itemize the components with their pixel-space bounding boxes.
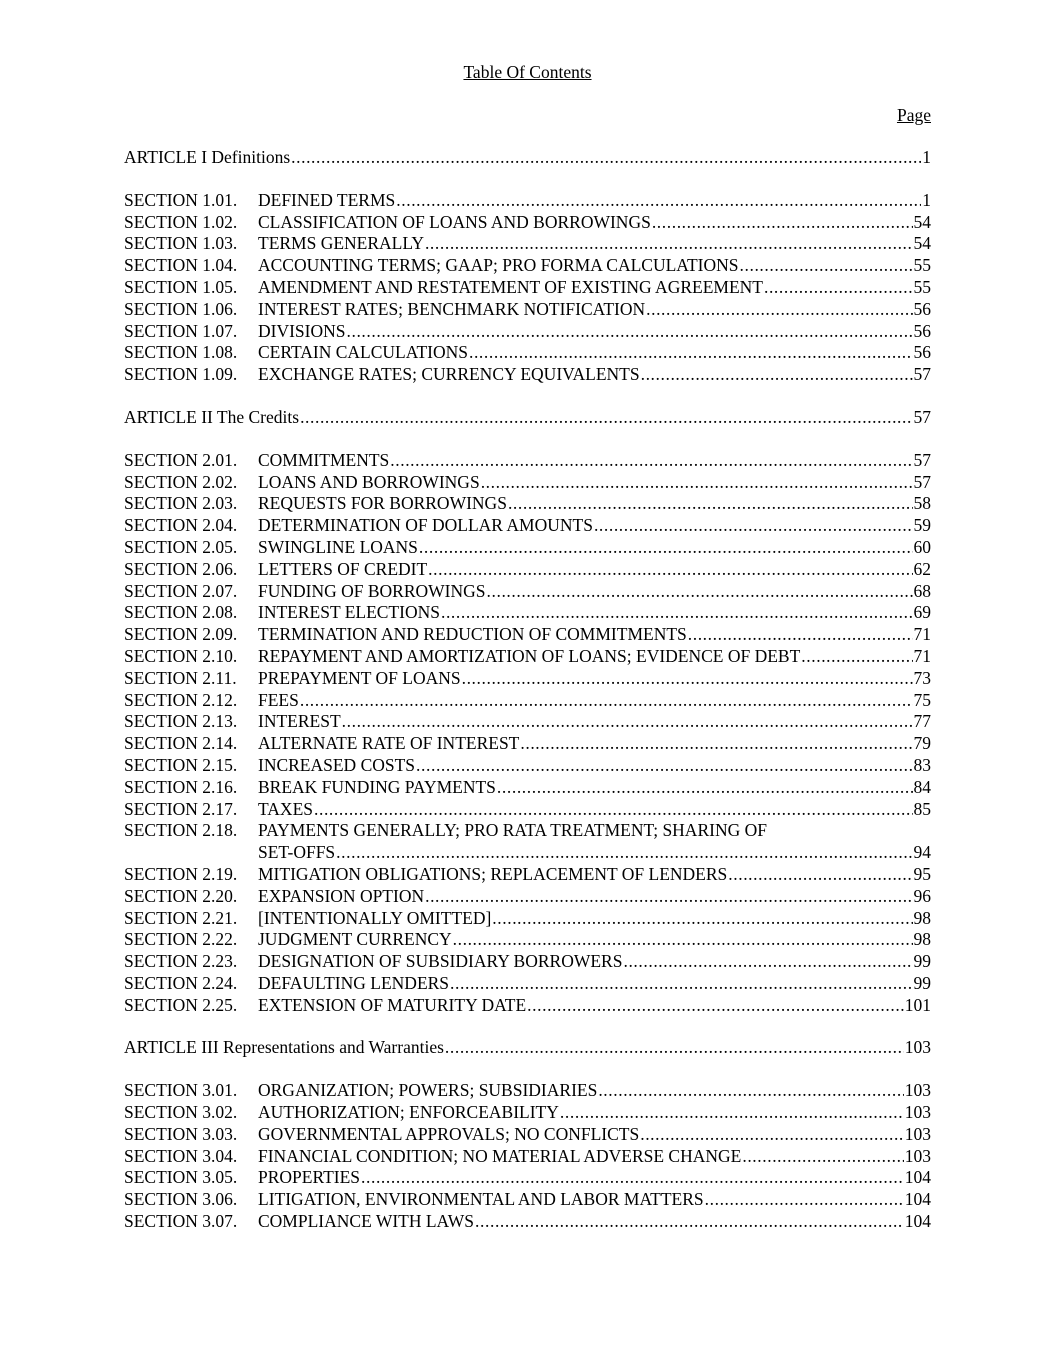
dot-leader	[740, 255, 913, 277]
section-entry[interactable]	[124, 1211, 931, 1233]
page-number: 103	[904, 1123, 931, 1144]
dot-leader	[705, 1189, 904, 1211]
section-entry[interactable]	[124, 450, 931, 472]
dot-leader	[469, 342, 913, 364]
dot-leader	[453, 929, 913, 951]
dot-leader	[396, 190, 921, 212]
section-number: SECTION 1.08.	[124, 342, 238, 363]
dot-leader	[594, 515, 913, 537]
section-number: SECTION 3.03.	[124, 1123, 238, 1144]
section-number: SECTION 3.01.	[124, 1080, 238, 1101]
section-entry[interactable]	[124, 472, 931, 494]
page-number: 56	[913, 298, 931, 319]
section-entry[interactable]	[124, 908, 931, 930]
section-title: AMENDMENT AND RESTATEMENT OF EXISTING AGREEMENT	[258, 276, 763, 297]
dot-leader	[336, 842, 912, 864]
section-entry[interactable]	[124, 212, 931, 234]
dot-leader	[801, 646, 912, 668]
section-entry[interactable]	[124, 190, 931, 212]
page-number: 62	[913, 558, 931, 579]
dot-leader	[640, 1124, 904, 1146]
section-number: SECTION 2.08.	[124, 602, 238, 623]
section-entry[interactable]	[124, 668, 931, 690]
dot-leader	[462, 668, 913, 690]
section-number: SECTION 2.06.	[124, 558, 238, 579]
section-title: DETERMINATION OF DOLLAR AMOUNTS	[258, 515, 593, 536]
section-title: INTEREST	[258, 711, 341, 732]
section-number: SECTION 2.05.	[124, 536, 238, 557]
dot-leader	[425, 233, 913, 255]
section-entry[interactable]	[124, 799, 931, 821]
section-entry[interactable]	[124, 493, 931, 515]
section-entry[interactable]	[124, 820, 931, 842]
section-entry[interactable]	[124, 929, 931, 951]
dot-leader	[492, 908, 912, 930]
article-heading[interactable]	[124, 1037, 931, 1059]
section-title-continued: SET-OFFS	[258, 842, 336, 863]
section-entry[interactable]	[124, 1102, 931, 1124]
section-title: CERTAIN CALCULATIONS	[258, 342, 468, 363]
section-entry[interactable]	[124, 321, 931, 343]
section-entry[interactable]	[124, 1167, 931, 1189]
dot-leader	[428, 559, 912, 581]
dot-leader	[445, 1037, 904, 1059]
dot-leader	[641, 364, 913, 386]
section-number: SECTION 2.21.	[124, 907, 238, 928]
section-title: DESIGNATION OF SUBSIDIARY BORROWERS	[258, 951, 623, 972]
dot-leader	[497, 777, 913, 799]
section-entry[interactable]	[124, 255, 931, 277]
section-title: INCREASED COSTS	[258, 754, 416, 775]
section-entry[interactable]	[124, 755, 931, 777]
page-number: 55	[913, 276, 931, 297]
dot-leader	[598, 1080, 903, 1102]
section-number: SECTION 1.02.	[124, 211, 238, 232]
dot-leader	[652, 212, 913, 234]
section-number: SECTION 3.06.	[124, 1189, 238, 1210]
dot-leader	[527, 995, 904, 1017]
section-number: SECTION 2.07.	[124, 580, 238, 601]
section-number: SECTION 2.02.	[124, 471, 238, 492]
page-number: 57	[913, 364, 931, 385]
page-number: 77	[913, 711, 931, 732]
section-number: SECTION 2.04.	[124, 515, 238, 536]
section-title: ORGANIZATION; POWERS; SUBSIDIARIES	[258, 1080, 598, 1101]
page-number: 98	[913, 907, 931, 928]
section-entry[interactable]	[124, 711, 931, 733]
page-number: 55	[913, 255, 931, 276]
dot-leader	[419, 537, 913, 559]
page-number: 59	[913, 515, 931, 536]
section-title: PAYMENTS GENERALLY; PRO RATA TREATMENT; SHARING OF	[258, 820, 767, 841]
section-title: AUTHORIZATION; ENFORCEABILITY	[258, 1102, 559, 1123]
section-title: ALTERNATE RATE OF INTEREST	[258, 733, 520, 754]
section-entry[interactable]	[124, 886, 931, 908]
section-number: SECTION 2.14.	[124, 733, 238, 754]
page-number: 75	[913, 689, 931, 710]
section-entry[interactable]	[124, 581, 931, 603]
dot-leader	[764, 277, 913, 299]
page-number: 1	[922, 189, 931, 210]
section-entry[interactable]	[124, 1189, 931, 1211]
dot-leader	[481, 472, 913, 494]
page-number: 57	[913, 406, 931, 427]
section-title: PREPAYMENT OF LOANS	[258, 667, 461, 688]
page-number: 57	[913, 471, 931, 492]
section-entry[interactable]	[124, 299, 931, 321]
page-number: 1	[922, 147, 931, 167]
section-entry[interactable]	[124, 995, 931, 1017]
article-label: ARTICLE I Definitions	[124, 147, 291, 167]
section-title: EXTENSION OF MATURITY DATE	[258, 994, 527, 1015]
dot-leader	[450, 973, 912, 995]
section-number: SECTION 2.17.	[124, 798, 238, 819]
dot-leader	[441, 602, 913, 624]
page-number: 94	[913, 842, 931, 863]
section-title: REQUESTS FOR BORROWINGS	[258, 493, 507, 514]
section-number: SECTION 2.16.	[124, 776, 238, 797]
section-entry[interactable]	[124, 624, 931, 646]
section-title: LOANS AND BORROWINGS	[258, 471, 480, 492]
section-title: LITIGATION, ENVIRONMENTAL AND LABOR MATTERS	[258, 1189, 704, 1210]
section-title: EXCHANGE RATES; CURRENCY EQUIVALENTS	[258, 364, 640, 385]
section-title: JUDGMENT CURRENCY	[258, 929, 452, 950]
section-title: EXPANSION OPTION	[258, 885, 425, 906]
page-number: 57	[913, 449, 931, 470]
section-number: SECTION 2.11.	[124, 667, 237, 688]
section-number: SECTION 2.10.	[124, 645, 238, 666]
page-number: 60	[913, 536, 931, 557]
section-title: SWINGLINE LOANS	[258, 536, 418, 557]
dot-leader	[300, 407, 912, 429]
section-entry[interactable]	[124, 1146, 931, 1168]
section-title: PROPERTIES	[258, 1167, 361, 1188]
page-number: 69	[913, 602, 931, 623]
section-title: ACCOUNTING TERMS; GAAP; PRO FORMA CALCULATIONS	[258, 255, 739, 276]
section-number: SECTION 3.02.	[124, 1102, 238, 1123]
section-number: SECTION 1.09.	[124, 364, 238, 385]
dot-leader	[520, 733, 912, 755]
section-title: INTEREST ELECTIONS	[258, 602, 440, 623]
spacer	[124, 386, 931, 407]
dot-leader	[425, 886, 912, 908]
page-number: 101	[904, 994, 931, 1015]
spacer	[124, 429, 931, 450]
page-number: 71	[913, 645, 931, 666]
section-number: SECTION 2.23.	[124, 951, 238, 972]
section-number: SECTION 1.04.	[124, 255, 238, 276]
section-title: LETTERS OF CREDIT	[258, 558, 428, 579]
section-number: SECTION 2.24.	[124, 972, 238, 993]
section-number: SECTION 2.25.	[124, 994, 238, 1015]
dot-leader	[475, 1211, 904, 1233]
spacer	[124, 169, 931, 190]
section-title: FEES	[258, 689, 299, 710]
page-number: 56	[913, 320, 931, 341]
page-number: 54	[913, 233, 931, 254]
page-column-header: Page	[896, 105, 931, 125]
section-title: FINANCIAL CONDITION; NO MATERIAL ADVERSE CHANGE	[258, 1145, 742, 1166]
section-entry-continued[interactable]	[124, 842, 931, 864]
page-number: 99	[913, 951, 931, 972]
section-number: SECTION 3.07.	[124, 1211, 238, 1232]
section-number: SECTION 1.07.	[124, 320, 238, 341]
dot-leader	[291, 147, 921, 169]
section-entry[interactable]	[124, 646, 931, 668]
section-entry[interactable]	[124, 559, 931, 581]
article-label: ARTICLE II The Credits	[124, 406, 300, 427]
section-number: SECTION 1.01.	[124, 189, 238, 210]
page-number: 104	[904, 1189, 931, 1210]
section-number: SECTION 2.22.	[124, 929, 238, 950]
page-number: 71	[913, 624, 931, 645]
spacer	[124, 1059, 931, 1080]
section-number: SECTION 2.01.	[124, 449, 238, 470]
dot-leader	[416, 755, 912, 777]
page-number: 73	[913, 667, 931, 688]
section-number: SECTION 2.03.	[124, 493, 238, 514]
section-number: SECTION 2.13.	[124, 711, 238, 732]
page-number: 103	[904, 1080, 931, 1101]
section-entry[interactable]	[124, 233, 931, 255]
page-number: 98	[913, 929, 931, 950]
section-entry[interactable]	[124, 364, 931, 386]
page-number: 99	[913, 972, 931, 993]
section-entry[interactable]	[124, 1124, 931, 1146]
section-number: SECTION 2.12.	[124, 689, 238, 710]
page-number: 79	[913, 733, 931, 754]
page-number: 83	[913, 754, 931, 775]
section-title: TAXES	[258, 798, 313, 819]
section-title: [INTENTIONALLY OMITTED]	[258, 907, 492, 928]
page-number: 84	[913, 776, 931, 797]
section-entry[interactable]	[124, 951, 931, 973]
dot-leader	[560, 1102, 904, 1124]
section-title: FUNDING OF BORROWINGS	[258, 580, 486, 601]
section-entry[interactable]	[124, 602, 931, 624]
dot-leader	[487, 581, 913, 603]
section-entry[interactable]	[124, 515, 931, 537]
section-entry[interactable]	[124, 733, 931, 755]
section-title: INTEREST RATES; BENCHMARK NOTIFICATION	[258, 298, 646, 319]
dot-leader	[688, 624, 913, 646]
section-title: REPAYMENT AND AMORTIZATION OF LOANS; EVIDENCE OF DEBT	[258, 645, 801, 666]
section-title: TERMINATION AND REDUCTION OF COMMITMENTS	[258, 624, 687, 645]
page-number: 54	[913, 211, 931, 232]
dot-leader	[314, 799, 913, 821]
dot-leader	[728, 864, 912, 886]
section-entry[interactable]	[124, 342, 931, 364]
article-heading[interactable]	[124, 147, 931, 169]
section-title: CLASSIFICATION OF LOANS AND BORROWINGS	[258, 211, 651, 232]
section-number: SECTION 1.03.	[124, 233, 238, 254]
section-entry[interactable]	[124, 864, 931, 886]
page-number: 103	[904, 1102, 931, 1123]
section-title: COMPLIANCE WITH LAWS	[258, 1211, 475, 1232]
spacer	[124, 1016, 931, 1037]
section-entry[interactable]	[124, 690, 931, 712]
page-number: 104	[904, 1167, 931, 1188]
section-title: DIVISIONS	[258, 320, 346, 341]
page-number: 56	[913, 342, 931, 363]
section-title: DEFINED TERMS	[258, 189, 396, 210]
section-entry[interactable]	[124, 537, 931, 559]
page-number: 58	[913, 493, 931, 514]
section-entry[interactable]	[124, 1080, 931, 1102]
section-title: BREAK FUNDING PAYMENTS	[258, 776, 496, 797]
article-label: ARTICLE III Representations and Warranties	[124, 1037, 444, 1058]
section-number: SECTION 2.20.	[124, 885, 238, 906]
section-number: SECTION 3.05.	[124, 1167, 238, 1188]
section-number: SECTION 1.05.	[124, 276, 238, 297]
section-entry[interactable]	[124, 777, 931, 799]
dot-leader	[508, 493, 913, 515]
page-number: 103	[904, 1037, 931, 1058]
section-number: SECTION 2.15.	[124, 754, 238, 775]
section-entry[interactable]	[124, 973, 931, 995]
section-title: GOVERNMENTAL APPROVALS; NO CONFLICTS	[258, 1123, 640, 1144]
section-number: SECTION 1.06.	[124, 298, 238, 319]
toc-title: Table Of Contents	[463, 62, 592, 82]
toc-list	[124, 147, 931, 1233]
page-number: 104	[904, 1211, 931, 1232]
section-title: TERMS GENERALLY	[258, 233, 424, 254]
dot-leader	[742, 1146, 903, 1168]
dot-leader	[342, 711, 913, 733]
dot-leader	[623, 951, 912, 973]
page-number: 95	[913, 863, 931, 884]
section-title: DEFAULTING LENDERS	[258, 972, 450, 993]
section-title: MITIGATION OBLIGATIONS; REPLACEMENT OF LENDERS	[258, 863, 728, 884]
dot-leader	[347, 321, 913, 343]
section-number: SECTION 3.04.	[124, 1145, 238, 1166]
dot-leader	[646, 299, 912, 321]
page-number: 96	[913, 885, 931, 906]
section-number: SECTION 2.18.	[124, 820, 238, 841]
dot-leader	[300, 690, 913, 712]
section-title: COMMITMENTS	[258, 449, 390, 470]
section-number: SECTION 2.09.	[124, 624, 238, 645]
section-number: SECTION 2.19.	[124, 863, 238, 884]
article-heading[interactable]	[124, 407, 931, 429]
page-number: 103	[904, 1145, 931, 1166]
page-number: 85	[913, 798, 931, 819]
dot-leader	[361, 1167, 904, 1189]
page-number: 68	[913, 580, 931, 601]
dot-leader	[390, 450, 912, 472]
section-entry[interactable]	[124, 277, 931, 299]
